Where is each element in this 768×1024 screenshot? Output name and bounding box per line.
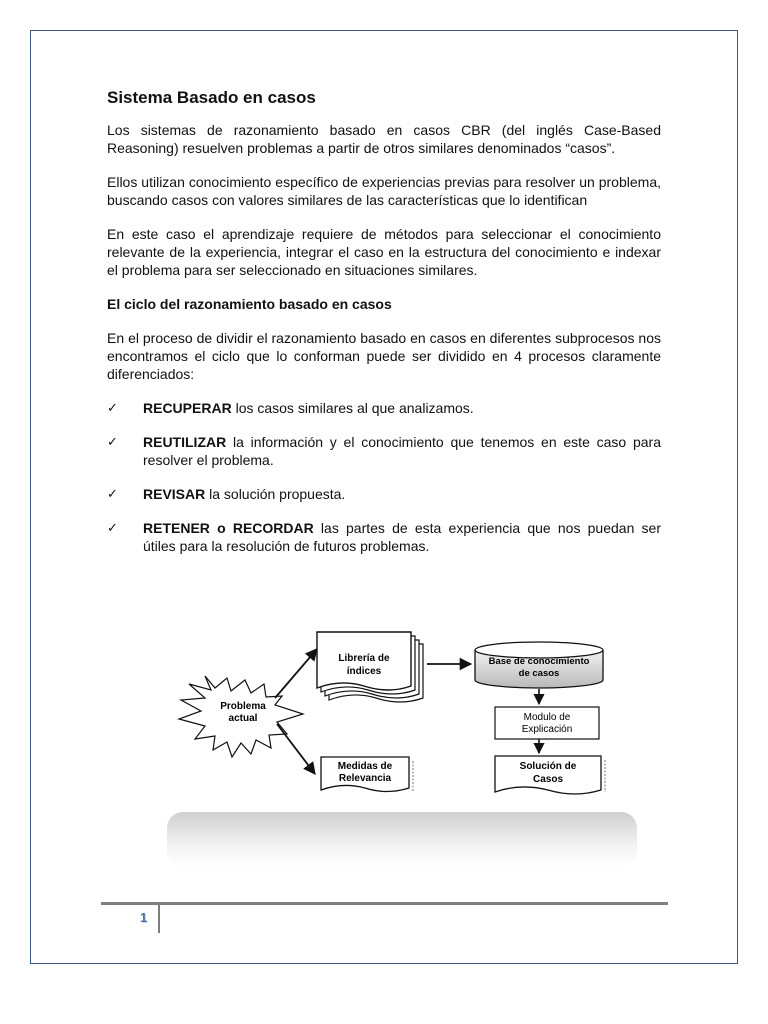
- step-text: la solución propuesta.: [205, 486, 346, 502]
- solution-document: [495, 756, 605, 794]
- page-number: 1: [140, 910, 148, 925]
- checkmark-icon: ✓: [107, 400, 118, 415]
- step-text: la información y el conocimiento que tenemos en este caso para resolver el problema.: [143, 434, 661, 468]
- checklist-item-revisar: [107, 485, 661, 503]
- arrow-to-library: [275, 649, 317, 698]
- problem-label-line1: Problema: [220, 701, 266, 712]
- paragraph-experience: Ellos utilizan conocimiento específico de experiencias previas para resolver un problema, buscando casos con valores similares de las características que lo identifican: [107, 174, 661, 208]
- checklist-item-retener: [107, 519, 661, 555]
- relevance-label-line2: Relevancia: [338, 773, 392, 784]
- checklist-item-recuperar: [107, 399, 661, 417]
- checkmark-icon: ✓: [107, 520, 118, 535]
- solution-label-line1: Solución de: [519, 761, 577, 772]
- step-term: RECUPERAR: [143, 400, 232, 416]
- document-title: Sistema Basado en casos: [107, 88, 316, 107]
- checkmark-icon: ✓: [107, 434, 118, 449]
- step-text: los casos similares al que analizamos.: [231, 400, 474, 416]
- knowledge-base-cylinder: [475, 642, 603, 688]
- cbr-diagram: [165, 618, 637, 868]
- explanation-label-line2: Explicación: [521, 724, 573, 735]
- explanation-module-box: [495, 707, 599, 739]
- knowledge-base-label-line1: Base de conocimiento: [488, 656, 590, 667]
- library-label-line2: índices: [346, 666, 382, 677]
- step-term: REUTILIZAR: [143, 434, 227, 450]
- arrow-to-relevance: [277, 724, 315, 774]
- checklist-item-reutilizar: [107, 433, 661, 469]
- library-label-line1: Librería de: [338, 653, 390, 664]
- step-text: las partes de esta experiencia que nos puedan ser útiles para la resolución de futuros problemas.: [143, 520, 662, 554]
- diagram-reflection: [167, 812, 637, 868]
- paragraph-learning: En este caso el aprendizaje requiere de métodos para seleccionar el conocimiento relevante de la experiencia, integrar el caso en la estructura del conocimiento e indexar el problema para ser seleccionado en situaciones similares.: [107, 226, 661, 278]
- checkmark-icon: ✓: [107, 486, 118, 501]
- knowledge-base-label-line2: de casos: [518, 668, 560, 679]
- paragraph-intro: Los sistemas de razonamiento basado en casos CBR (del inglés Case-Based Reasoning) resuelven problemas a partir de otros similares denominados “casos”.: [107, 122, 661, 156]
- step-term: RETENER o RECORDAR: [143, 520, 314, 536]
- footer-divider: [158, 905, 160, 933]
- step-term: REVISAR: [143, 486, 206, 502]
- problem-label-line2: actual: [228, 713, 258, 724]
- library-stack: [317, 632, 423, 702]
- explanation-label-line1: Modulo de: [523, 712, 571, 723]
- relevance-document: [321, 757, 413, 792]
- paragraph-cycle-intro: En el proceso de dividir el razonamiento basado en casos en diferentes subprocesos nos encontramos el ciclo que lo conforman puede ser dividido en 4 procesos claramente diferenciados:: [107, 330, 661, 382]
- section-title: El ciclo del razonamiento basado en casos: [107, 296, 392, 312]
- solution-label-line2: Casos: [532, 774, 564, 785]
- footer-rule: [101, 902, 668, 905]
- relevance-label-line1: Medidas de: [337, 761, 393, 772]
- process-checklist: [107, 399, 661, 555]
- document-body: [107, 84, 661, 571]
